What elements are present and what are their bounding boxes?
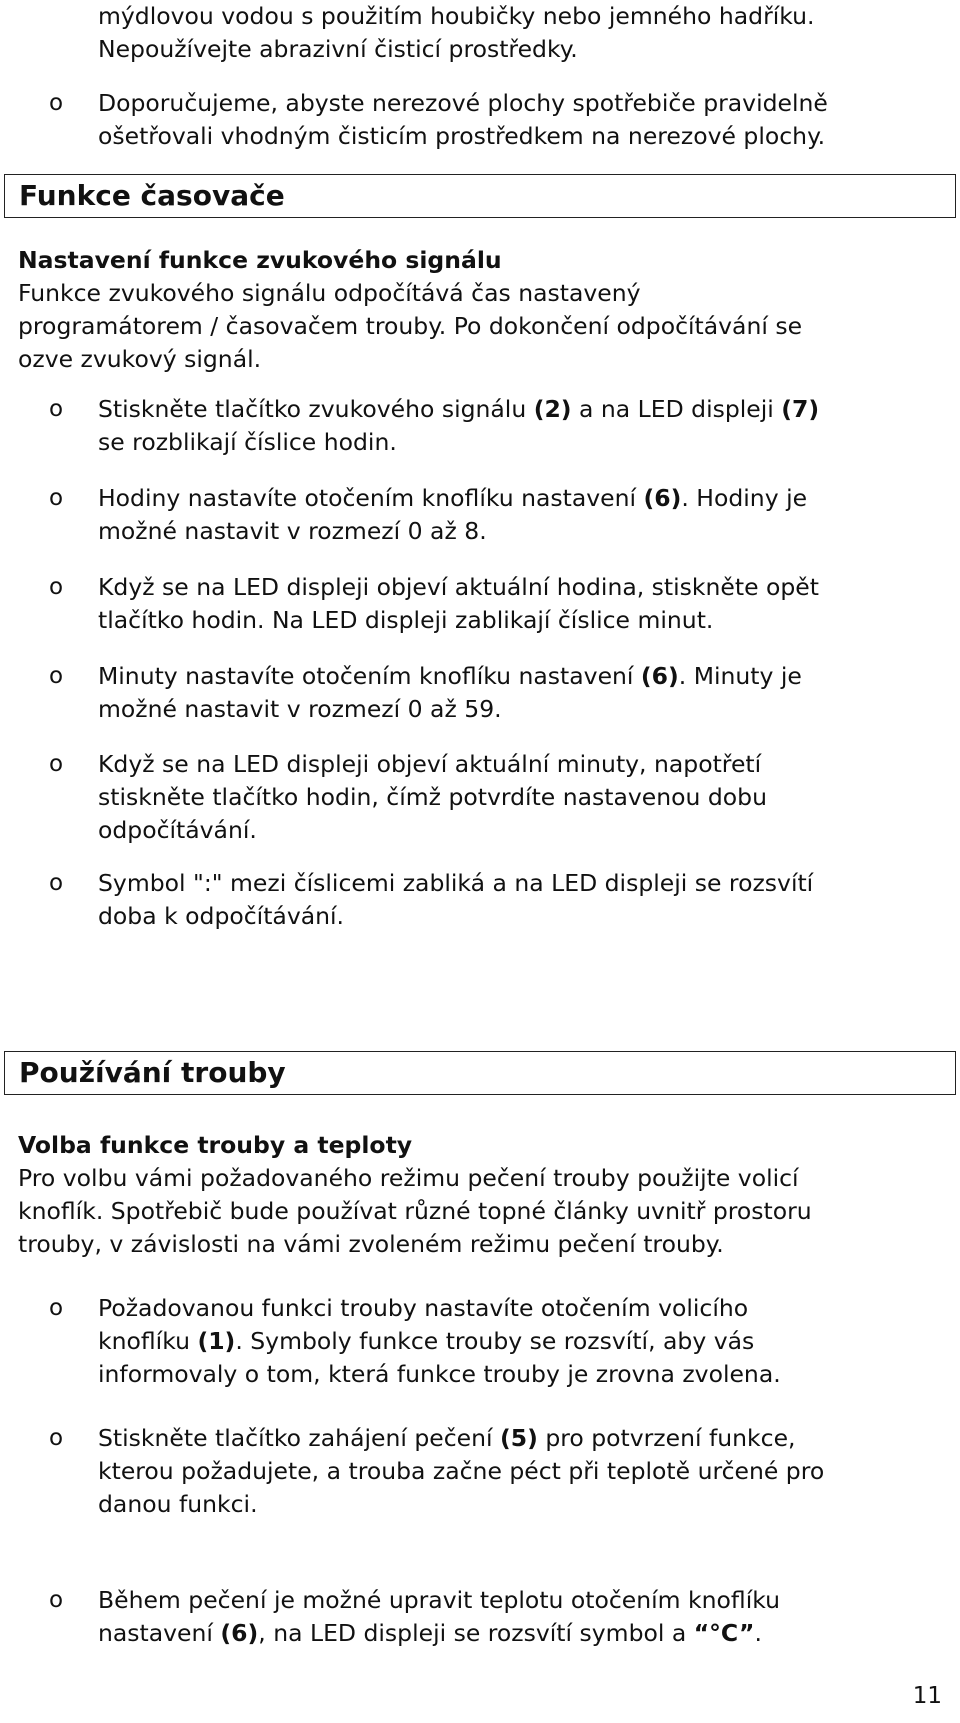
text-line: Nepoužívejte abrazivní čisticí prostředky. <box>98 35 578 63</box>
paragraph-line: knoflík. Spotřebič bude používat různé topné články uvnitř prostoru <box>18 1197 812 1225</box>
bullet-marker: o <box>49 396 64 422</box>
key-reference: (1) <box>197 1327 236 1355</box>
subsection-heading: Nastavení funkce zvukového signálu <box>18 246 502 274</box>
bullet-marker: o <box>49 1295 64 1321</box>
text-line: možné nastavit v rozmezí 0 až 8. <box>98 517 487 545</box>
subsection-intro <box>18 244 948 376</box>
text-line: Stiskněte tlačítko zahájení pečení (5) pro potvrzení funkce, <box>98 1424 796 1452</box>
text-line: Požadovanou funkci trouby nastavíte otočením volicího <box>98 1294 749 1322</box>
text-line: doba k odpočítávání. <box>98 902 345 930</box>
paragraph-line: Pro volbu vámi požadovaného režimu pečení trouby použijte volicí <box>18 1164 799 1192</box>
page-number: 11 <box>912 1683 942 1709</box>
key-reference: (6) <box>220 1619 259 1647</box>
text-line: stiskněte tlačítko hodin, čímž potvrdíte nastavenou dobu <box>98 783 767 811</box>
key-reference: (6) <box>640 662 679 690</box>
bullet-marker: o <box>49 574 64 600</box>
unit-symbol: “°C” <box>693 1619 755 1647</box>
text-line: danou funkci. <box>98 1490 258 1518</box>
text-line: informovaly o tom, která funkce trouby je zrovna zvolena. <box>98 1360 781 1388</box>
text-line: ošetřovali vhodným čisticím prostředkem na nerezové plochy. <box>98 122 826 150</box>
section-title: Používání trouby <box>19 1056 286 1089</box>
bullet-marker: o <box>49 870 64 896</box>
text-line: Když se na LED displeji objeví aktuální hodina, stiskněte opět <box>98 573 819 601</box>
text-line: Doporučujeme, abyste nerezové plochy spotřebiče pravidelně <box>98 89 828 117</box>
section-heading-box <box>4 1051 956 1095</box>
section-title: Funkce časovače <box>19 179 285 212</box>
key-reference: (6) <box>643 484 682 512</box>
paragraph-line: ozve zvukový signál. <box>18 345 262 373</box>
bullet-marker: o <box>49 1587 64 1613</box>
text-line: Hodiny nastavíte otočením knoflíku nastavení (6). Hodiny je <box>98 484 808 512</box>
bullet-marker: o <box>49 485 64 511</box>
bullet-marker: o <box>49 90 64 116</box>
key-reference: (7) <box>781 395 820 423</box>
bullet-marker: o <box>49 751 64 777</box>
text-line: mýdlovou vodou s použitím houbičky nebo jemného hadříku. <box>98 2 815 30</box>
key-reference: (5) <box>500 1424 538 1452</box>
paragraph-line: trouby, v závislosti na vámi zvoleném režimu pečení trouby. <box>18 1230 724 1258</box>
paragraph-line: programátorem / časovačem trouby. Po dokončení odpočítávání se <box>18 312 803 340</box>
text-line: Symbol ":" mezi číslicemi zabliká a na LED displeji se rozsvítí <box>98 869 814 897</box>
text-line: tlačítko hodin. Na LED displeji zablikají číslice minut. <box>98 606 714 634</box>
text-line: nastavení (6), na LED displeji se rozsvítí symbol a “°C”. <box>98 1619 762 1647</box>
bullet-marker: o <box>49 663 64 689</box>
key-reference: (2) <box>533 395 572 423</box>
text-line: možné nastavit v rozmezí 0 až 59. <box>98 695 502 723</box>
text-line: se rozblikají číslice hodin. <box>98 428 397 456</box>
section-heading-box <box>4 174 956 218</box>
text-line: Během pečení je možné upravit teplotu otočením knoflíku <box>98 1586 781 1614</box>
text-line: Když se na LED displeji objeví aktuální minuty, napotřetí <box>98 750 762 778</box>
text-line: kterou požadujete, a trouba začne péct při teplotě určené pro <box>98 1457 825 1485</box>
text-line: Minuty nastavíte otočením knoflíku nastavení (6). Minuty je <box>98 662 802 690</box>
text-line: knoflíku (1). Symboly funkce trouby se rozsvítí, aby vás <box>98 1327 755 1355</box>
subsection-intro <box>18 1129 948 1261</box>
text-line: odpočítávání. <box>98 816 257 844</box>
text-line: Stiskněte tlačítko zvukového signálu (2) a na LED displeji (7) <box>98 395 820 423</box>
paragraph-line: Funkce zvukového signálu odpočítává čas nastavený <box>18 279 641 307</box>
bullet-marker: o <box>49 1425 64 1451</box>
subsection-heading: Volba funkce trouby a teploty <box>18 1131 413 1159</box>
